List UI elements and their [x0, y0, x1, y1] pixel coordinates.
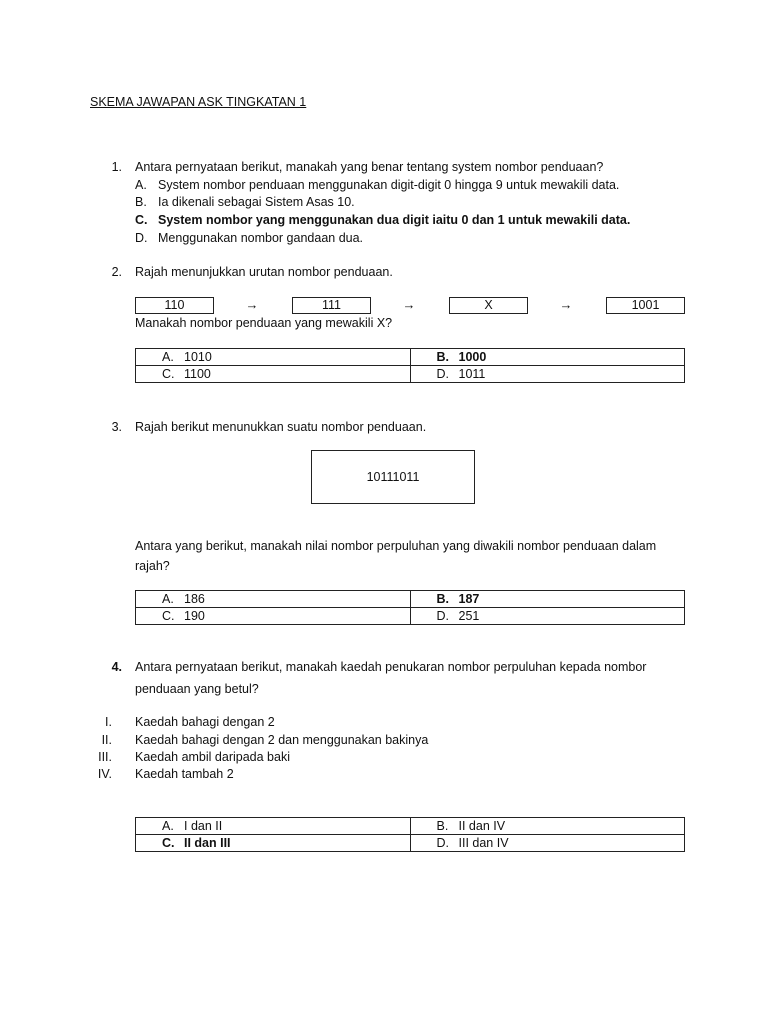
q4-number: 4. [111, 660, 122, 674]
page-title: SKEMA JAWAPAN ASK TINGKATAN 1 [90, 95, 307, 109]
q2-option-b: B. 1000 [410, 349, 685, 366]
q4-option-a: A. I dan II [136, 818, 411, 835]
q2-text: Rajah menunjukkan urutan nombor penduaan. [135, 265, 393, 279]
q4-item-2-numeral: II. [101, 733, 112, 747]
sequence-box-2: 111 [292, 297, 371, 314]
q4-item-1-numeral: I. [105, 715, 112, 729]
q1-option-a: System nombor penduaan menggunakan digit-digit 0 hingga 9 untuk mewakili data. [158, 178, 620, 192]
q4-option-b: B. II dan IV [410, 818, 685, 835]
q1-option-b: Ia dikenali sebagai Sistem Asas 10. [158, 195, 355, 209]
q3-text: Rajah berikut menunukkan suatu nombor penduaan. [135, 420, 427, 434]
q3-number: 3. [111, 420, 122, 434]
q1-option-d-letter: D. [135, 231, 148, 245]
q4-text-line-1: Antara pernyataan berikut, manakah kaedah penukaran nombor perpuluhan kepada nombor [135, 660, 647, 674]
q2-option-a: A. 1010 [136, 349, 411, 366]
q4-item-4-numeral: IV. [97, 767, 112, 781]
q2-option-d: D. 1011 [410, 366, 685, 383]
q3-prompt-line-2: rajah? [135, 559, 170, 573]
q3-answer-table [135, 590, 685, 625]
q4-item-2: Kaedah bahagi dengan 2 dan menggunakan bakinya [135, 733, 429, 747]
sequence-box-1: 110 [135, 297, 214, 314]
q4-answer-table [135, 817, 685, 852]
q1-option-c-letter: C. [135, 213, 148, 227]
q2-answer-table [135, 348, 685, 383]
q3-prompt-line-1: Antara yang berikut, manakah nilai nombor perpuluhan yang diwakili nombor penduaan dalam [135, 539, 657, 553]
q4-item-1: Kaedah bahagi dengan 2 [135, 715, 275, 729]
q2-number: 2. [111, 265, 122, 279]
q4-item-4: Kaedah tambah 2 [135, 767, 234, 781]
q1-option-a-letter: A. [135, 178, 147, 192]
q1-option-b-letter: B. [135, 195, 147, 209]
q4-item-3-numeral: III. [98, 750, 112, 764]
sequence-arrow-2: → [402, 297, 416, 312]
q3-option-a: A. 186 [136, 591, 411, 608]
q1-text: Antara pernyataan berikut, manakah yang benar tentang system nombor penduaan? [135, 160, 604, 174]
q3-option-b: B. 187 [410, 591, 685, 608]
q3-option-c: C. 190 [136, 608, 411, 625]
q4-text-line-2: penduaan yang betul? [135, 682, 259, 696]
q1-option-c: System nombor yang menggunakan dua digit iaitu 0 dan 1 untuk mewakili data. [158, 213, 631, 227]
q2-option-c: C. 1100 [136, 366, 411, 383]
sequence-arrow-3: → [559, 297, 573, 312]
binary-number-box: 10111011 [311, 450, 475, 504]
q3-option-d: D. 251 [410, 608, 685, 625]
q1-option-d: Menggunakan nombor gandaan dua. [158, 231, 364, 245]
q2-prompt: Manakah nombor penduaan yang mewakili X? [135, 316, 393, 330]
q4-item-3: Kaedah ambil daripada baki [135, 750, 290, 764]
q4-option-d: D. III dan IV [410, 835, 685, 852]
sequence-box-4: 1001 [606, 297, 685, 314]
q4-option-c: C. II dan III [136, 835, 411, 852]
sequence-box-x: X [449, 297, 528, 314]
sequence-arrow-1: → [245, 297, 259, 312]
q1-number: 1. [111, 160, 122, 174]
